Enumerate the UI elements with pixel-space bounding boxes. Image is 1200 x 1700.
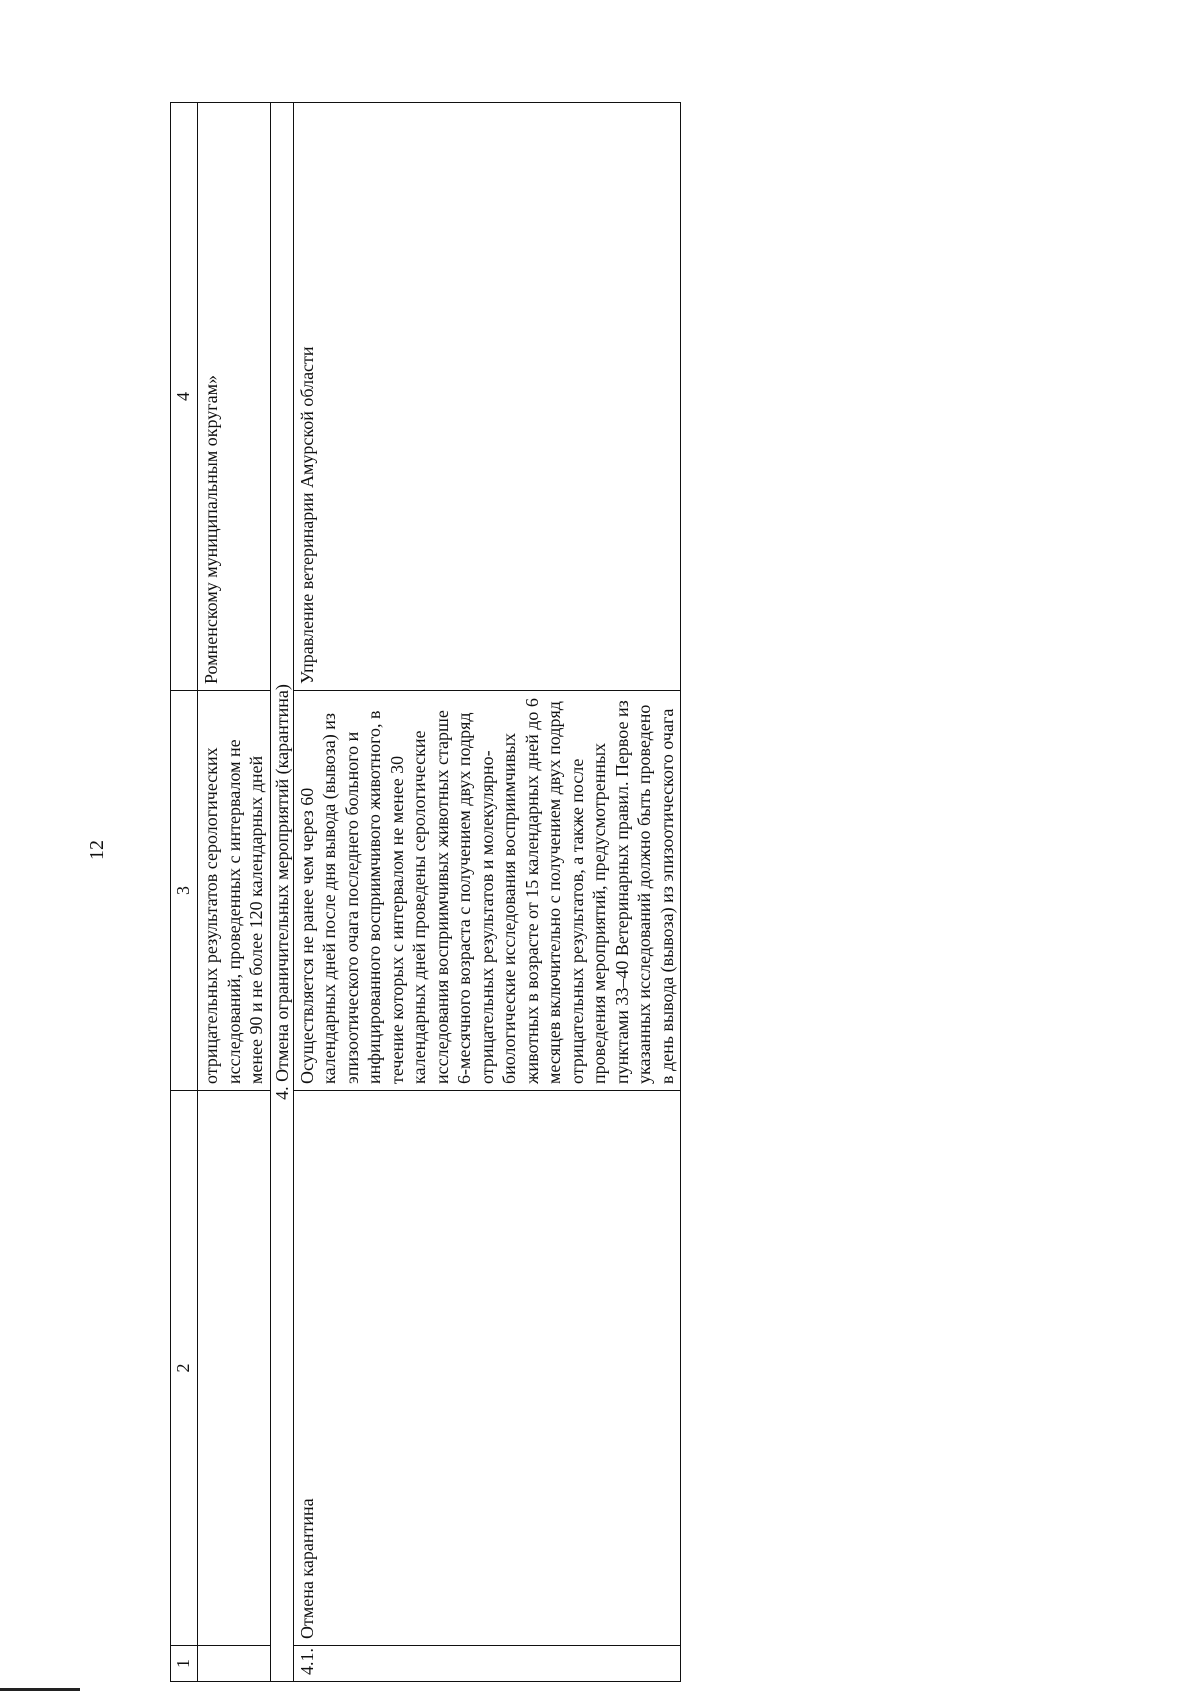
section-row (270, 103, 293, 1682)
section-title: 4. Отмена ограничительных мероприятий (карантина) (270, 103, 293, 1682)
header-col-1: 1 (171, 1646, 198, 1682)
page-number: 12 (86, 840, 108, 860)
cell-empty (198, 1091, 271, 1646)
measures-table (170, 102, 681, 1682)
cell-continued-responsible: Ромненскому муниципальным округам» (198, 103, 271, 691)
cell-continued-description: отрицательных результатов серологических исследований, проведенных с интервалом не менее 90 и не более 120 календарных дней (198, 691, 271, 1091)
table-row-4-1 (293, 103, 681, 1682)
cell-empty (198, 1646, 271, 1682)
header-col-2: 2 (171, 1091, 198, 1646)
header-col-3: 3 (171, 691, 198, 1091)
cell-measure-name: Отмена карантина (293, 1091, 681, 1646)
table-rotated-container (170, 102, 1090, 1682)
cell-measure-description: Осуществляется не ранее чем через 60 календарных дней после дня вывода (вывоза) из эпизоотического очага последнего больного и инфицированного восприимчивого животного, в течение которых с интервалом не менее 30 календарных дней проведены серологические исследования восприимчивых животных старше 6-месячного возраста с получением двух подряд отрицательных результатов и молекулярно-биологические исследования восприимчивых животных в возрасте от 15 календарных дней до 6 месяцев включительно с получением двух подряд отрицательных результатов, а также после проведения мероприятий, предусмотренных пунктами 33–40 Ветеринарных правил. Первое из указанных исследований должно быть проведено в день вывода (вывоза) из эпизоотического очага (293, 691, 681, 1091)
cell-responsible: Управление ветеринарии Амурской области (293, 103, 681, 691)
header-col-4: 4 (171, 103, 198, 691)
table-header-row (171, 103, 198, 1682)
table-inner (170, 102, 1090, 1682)
table-row-continued (198, 103, 271, 1682)
cell-row-number: 4.1. (293, 1646, 681, 1682)
scan-artifact (0, 1688, 80, 1691)
